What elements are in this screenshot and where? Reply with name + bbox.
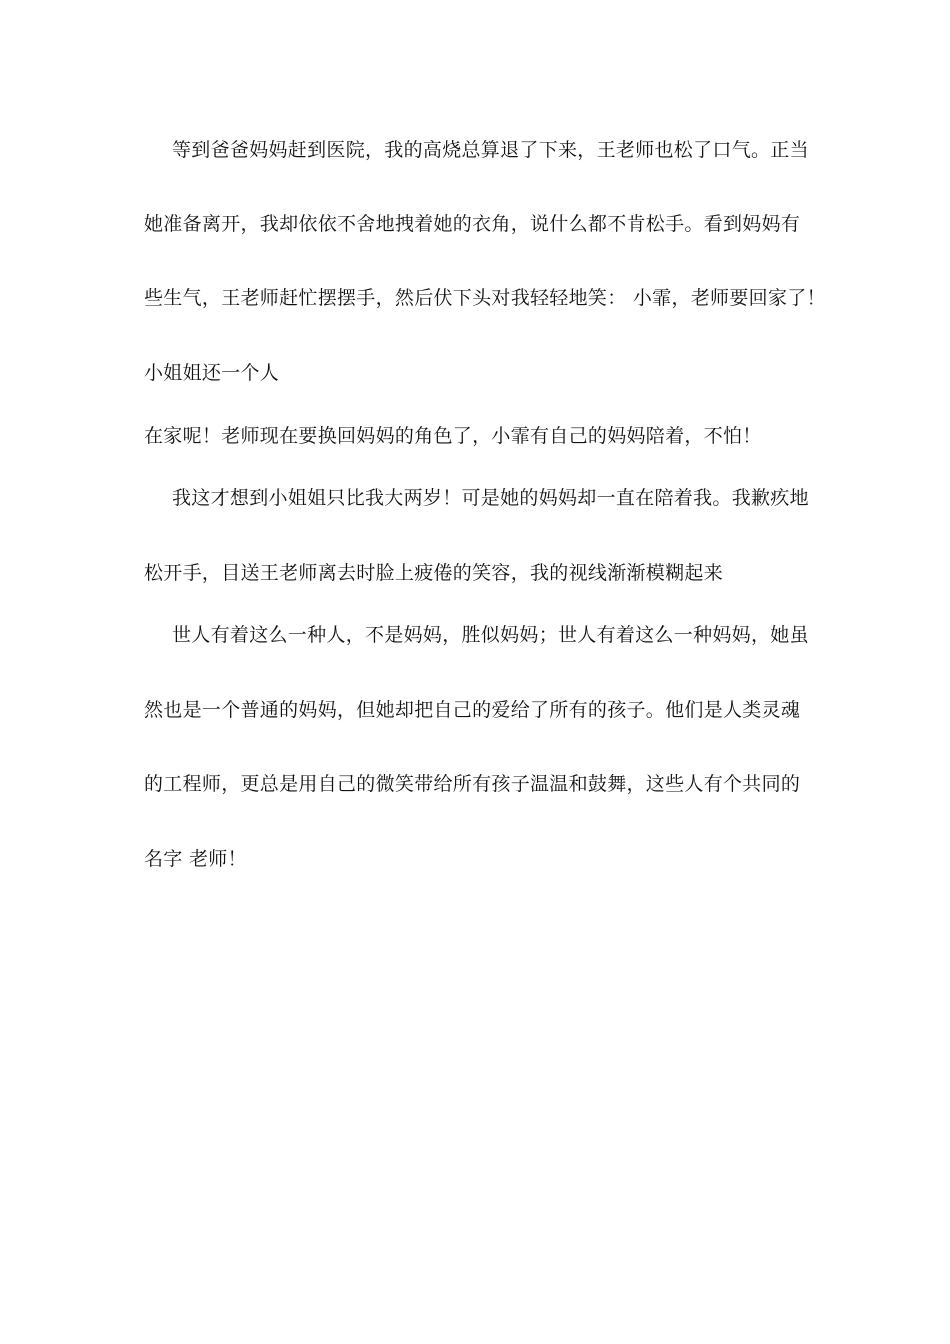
paragraph-2-line-2: 松开手，目送王老师离去时脸上疲倦的笑容，我的视线渐渐模糊起来 <box>144 562 724 584</box>
paragraph-3-line-1: 世人有着这么一种人，不是妈妈，胜似妈妈；世人有着这么一种妈妈，她虽 <box>172 624 809 646</box>
paragraph-3-line-2: 然也是一个普通的妈妈，但她却把自己的爱给了所有的孩子。他们是人类灵魂 <box>144 699 801 721</box>
paragraph-3-line-4: 名字 老师！ <box>144 848 247 870</box>
paragraph-2-line-1: 我这才想到小姐姐只比我大两岁！可是她的妈妈却一直在陪着我。我歉疚地 <box>172 487 809 509</box>
paragraph-1-line-2: 她准备离开，我却依依不舍地拽着她的衣角，说什么都不肯松手。看到妈妈有 <box>144 213 801 235</box>
paragraph-1-line-5: 在家呢！老师现在要换回妈妈的角色了，小霏有自己的妈妈陪着，不怕！ <box>144 425 762 447</box>
paragraph-1-line-4: 小姐姐还一个人 <box>144 362 280 384</box>
paragraph-1-line-1: 等到爸爸妈妈赶到医院，我的高烧总算退了下来，王老师也松了口气。正当 <box>172 139 809 161</box>
paragraph-3-line-3: 的工程师，更总是用自己的微笑带给所有孩子温温和鼓舞，这些人有个共同的 <box>144 773 801 795</box>
paragraph-1-line-3: 些生气，王老师赶忙摆摆手，然后伏下头对我轻轻地笑： 小霏，老师要回家了！ <box>144 287 826 309</box>
